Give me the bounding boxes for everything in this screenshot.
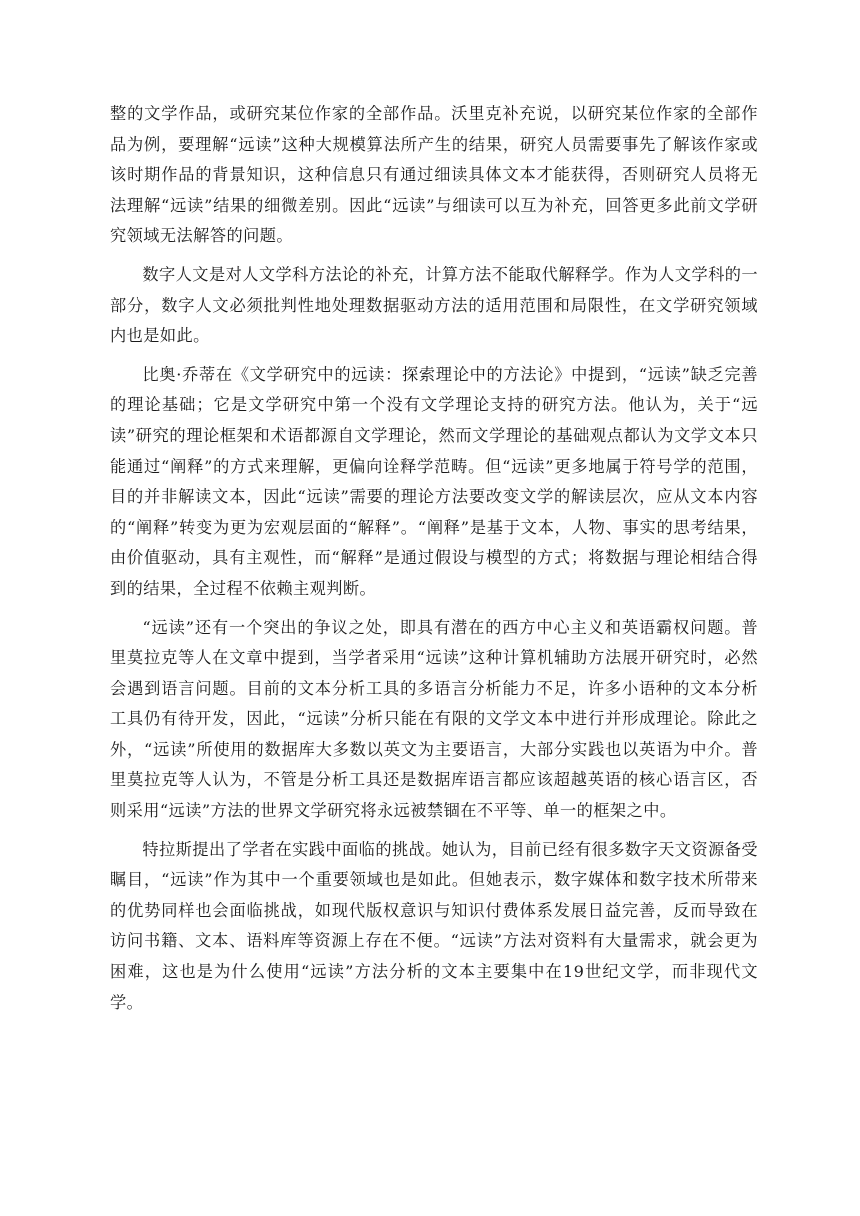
paragraph-language-controversy: “远读”还有一个突出的争议之处，即具有潜在的西方中心主义和英语霸权问题。普里莫拉克等人在文章中提到，当学者采用“远读”这种计算机辅助方法展开研究时，必然会遇到语言问题。目前的文本分析工具的多语言分析能力不足，许多小语种的文本分析工具仍有待开发，因此，“远读”分析只能在有限的文学文本中进行并形成理论。除此之外，“远读”所使用的数据库大多数以英文为主要语言，大部分实践也以英语为中介。普里莫拉克等人认为，不管是分析工具还是数据库语言都应该超越英语的核心语言区，否则采用“远读”方法的世界文学研究将永远被禁锢在不平等、单一的框架之中。 (110, 617, 758, 821)
paragraph-digital-humanities: 数字人文是对人文学科方法论的补充，计算方法不能取代解释学。作为人文学科的一部分，数字人文必须批判性地处理数据驱动方法的适用范围和局限性，在文学研究领域内也是如此。 (110, 264, 758, 346)
paragraph-practical-challenges: 特拉斯提出了学者在实践中面临的挑战。她认为，目前已经有很多数字天文资源备受瞩目，“远读”作为其中一个重要领域也是如此。但她表示，数字媒体和数字技术所带来的优势同样也会面临挑战，如现代版权意识与知识付费体系发展日益完善，反而导致在访问书籍、文本、语料库等资源上存在不便。“远读”方法对资料有大量需求，就会更为困难，这也是为什么使用“远读”方法分析的文本主要集中在19世纪文学，而非现代文学。 (110, 839, 758, 1012)
paragraph-theory-foundation: 比奥·乔蒂在《文学研究中的远读：探索理论中的方法论》中提到，“远读”缺乏完善的理论基础；它是文学研究中第一个没有文学理论支持的研究方法。他认为，关于“远读”研究的理论框架和术语都源自文学理论，然而文学理论的基础观点都认为文学文本只能通过“阐释”的方式来理解，更偏向诠释学范畴。但“远读”更多地属于符号学的范围，目的并非解读文本，因此“远读”需要的理论方法要改变文学的解读层次，应从文本内容的“阐释”转变为更为宏观层面的“解释”。“阐释”是基于文本，人物、事实的思考结果，由价值驱动，具有主观性，而“解释”是通过假设与模型的方式；将数据与理论相结合得到的结果，全过程不依赖主观判断。 (110, 364, 758, 598)
article-body (110, 99, 758, 1026)
paragraph-continuation: 整的文学作品，或研究某位作家的全部作品。沃里克补充说，以研究某位作家的全部作品为例，要理解“远读”这种大规模算法所产生的结果，研究人员需要事先了解该作家或该时期作品的背景知识，这种信息只有通过细读具体文本才能获得，否则研究人员将无法理解“远读”结果的细微差别。因此“远读”与细读可以互为补充，回答更多此前文学研究领域无法解答的问题。 (110, 104, 758, 246)
